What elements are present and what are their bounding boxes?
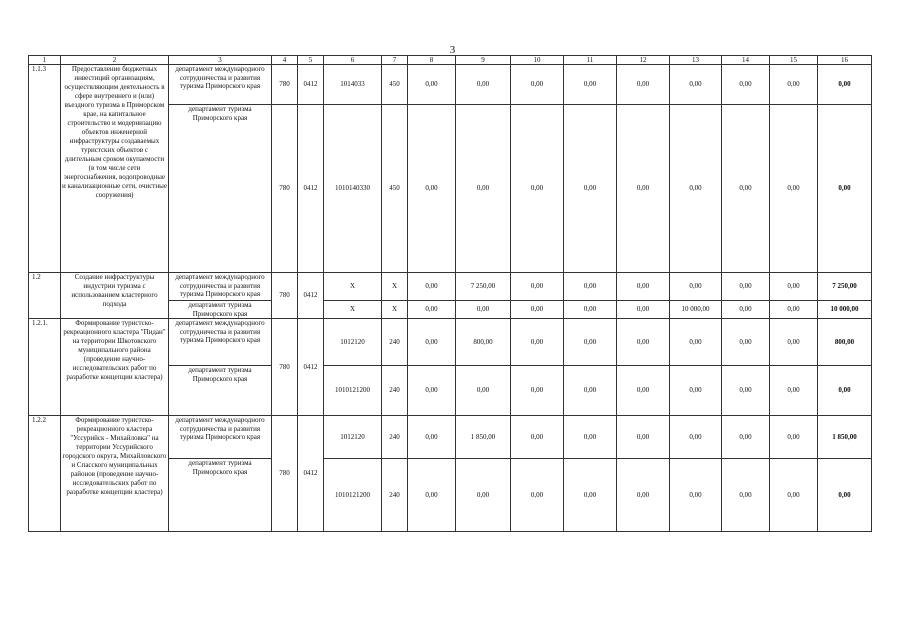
amount-cell: 10 000,00 [818, 301, 872, 319]
amount-cell: 0,00 [770, 273, 818, 301]
amount-cell: 0,00 [770, 65, 818, 105]
column-header: 14 [722, 56, 770, 65]
table-row [29, 273, 872, 301]
expense-type: 240 [382, 416, 408, 459]
amount-cell: 0,00 [722, 273, 770, 301]
column-header: 4 [272, 56, 298, 65]
section-code: 0412 [298, 105, 324, 273]
column-header: 16 [818, 56, 872, 65]
responsible-executor: департамент международного сотрудничества и развития туризма Приморского края [169, 273, 272, 301]
amount-cell: 0,00 [408, 366, 456, 416]
column-header: 7 [382, 56, 408, 65]
budget-table [28, 55, 872, 532]
amount-cell: 0,00 [408, 65, 456, 105]
amount-cell: 0,00 [670, 273, 722, 301]
amount-cell: 0,00 [456, 301, 511, 319]
amount-cell: 0,00 [564, 416, 617, 459]
table-row [29, 65, 872, 105]
column-header: 11 [564, 56, 617, 65]
target-article: 1012120 [324, 319, 382, 366]
amount-cell: 0,00 [617, 301, 670, 319]
amount-cell: 0,00 [770, 366, 818, 416]
amount-cell: 0,00 [408, 416, 456, 459]
amount-cell: 0,00 [722, 105, 770, 273]
expense-type: 450 [382, 105, 408, 273]
row-name: Предоставление бюджетных инвестиций организациям, осуществляющим деятельность в сфере внутреннего и (или) въездного туризма в Приморском крае, на капитальное строительство и модернизацию объектов инженерной инфраструктуры создаваемых туристских объектов с длительным сроком окупаемости (в том числе сети энергоснабжения, водопроводные и канализационные сети, очистные сооружения) [61, 65, 169, 273]
amount-cell: 0,00 [818, 105, 872, 273]
responsible-executor: департамент туризма Приморского края [169, 105, 272, 273]
ministry-code: 780 [272, 273, 298, 319]
responsible-executor: департамент туризма Приморского края [169, 366, 272, 416]
amount-cell: 0,00 [617, 319, 670, 366]
amount-cell: 0,00 [511, 366, 564, 416]
amount-cell: 0,00 [722, 366, 770, 416]
column-header: 9 [456, 56, 511, 65]
amount-cell: 0,00 [770, 301, 818, 319]
responsible-executor: департамент международного сотрудничества и развития туризма Приморского края [169, 65, 272, 105]
amount-cell: 0,00 [670, 319, 722, 366]
amount-cell: 10 000,00 [670, 301, 722, 319]
responsible-executor: департамент международного сотрудничества и развития туризма Приморского края [169, 416, 272, 459]
row-number: 1.2 [29, 273, 61, 319]
amount-cell: 0,00 [722, 319, 770, 366]
ministry-code: 780 [272, 105, 298, 273]
ministry-code: 780 [272, 65, 298, 105]
amount-cell: 0,00 [408, 459, 456, 532]
amount-cell: 0,00 [617, 416, 670, 459]
responsible-executor: департамент туризма Приморского края [169, 301, 272, 319]
amount-cell: 0,00 [770, 459, 818, 532]
amount-cell: 7 250,00 [456, 273, 511, 301]
amount-cell: 0,00 [456, 105, 511, 273]
column-header: 6 [324, 56, 382, 65]
column-header: 1 [29, 56, 61, 65]
amount-cell: 0,00 [564, 319, 617, 366]
expense-type: 240 [382, 366, 408, 416]
responsible-executor: департамент туризма Приморского края [169, 459, 272, 532]
column-header: 3 [169, 56, 272, 65]
expense-type: 450 [382, 65, 408, 105]
amount-cell: 0,00 [456, 65, 511, 105]
column-header: 12 [617, 56, 670, 65]
amount-cell: 0,00 [818, 366, 872, 416]
ministry-code: 780 [272, 319, 298, 416]
amount-cell: 0,00 [564, 273, 617, 301]
amount-cell: 0,00 [408, 319, 456, 366]
amount-cell: 0,00 [818, 65, 872, 105]
table-row [29, 319, 872, 366]
amount-cell: 0,00 [408, 105, 456, 273]
amount-cell: 0,00 [770, 416, 818, 459]
amount-cell: 800,00 [456, 319, 511, 366]
amount-cell: 0,00 [617, 459, 670, 532]
target-article: 1010121200 [324, 459, 382, 532]
column-header: 8 [408, 56, 456, 65]
amount-cell: 7 250,00 [818, 273, 872, 301]
target-article: X [324, 273, 382, 301]
amount-cell: 1 850,00 [818, 416, 872, 459]
amount-cell: 0,00 [564, 459, 617, 532]
amount-cell: 0,00 [770, 105, 818, 273]
amount-cell: 0,00 [670, 65, 722, 105]
amount-cell: 0,00 [722, 459, 770, 532]
amount-cell: 0,00 [722, 416, 770, 459]
amount-cell: 0,00 [511, 459, 564, 532]
expense-type: X [382, 301, 408, 319]
amount-cell: 0,00 [670, 459, 722, 532]
column-header: 13 [670, 56, 722, 65]
amount-cell: 0,00 [456, 459, 511, 532]
amount-cell: 0,00 [564, 301, 617, 319]
table-row [29, 416, 872, 459]
expense-type: X [382, 273, 408, 301]
row-name: Формирование туристско-рекреационного кластера "Пидан" на территории Шкотовского муниципального района (проведение научно-исследовательских работ по разработке концепции кластера) [61, 319, 169, 416]
column-header: 2 [61, 56, 169, 65]
section-code: 0412 [298, 319, 324, 416]
amount-cell: 0,00 [670, 366, 722, 416]
target-article: 1010140330 [324, 105, 382, 273]
amount-cell: 0,00 [564, 366, 617, 416]
amount-cell: 0,00 [456, 366, 511, 416]
target-article: X [324, 301, 382, 319]
section-code: 0412 [298, 416, 324, 532]
amount-cell: 0,00 [564, 105, 617, 273]
target-article: 1012120 [324, 416, 382, 459]
column-header: 5 [298, 56, 324, 65]
amount-cell: 0,00 [770, 319, 818, 366]
row-name: Формирование туристско-рекреационного кластера "Уссурийск - Михайловка" на территории Уссурийского городского округа, Михайловского и Спасского муниципальных районов (проведение научно-исследовательских работ по разработке концепции кластера) [61, 416, 169, 532]
target-article: 1010121200 [324, 366, 382, 416]
header-row [29, 56, 872, 65]
amount-cell: 0,00 [722, 301, 770, 319]
amount-cell: 0,00 [670, 105, 722, 273]
section-code: 0412 [298, 273, 324, 319]
amount-cell: 0,00 [722, 65, 770, 105]
row-number: 1.2.1. [29, 319, 61, 416]
amount-cell: 0,00 [408, 301, 456, 319]
page-number: 3 [449, 44, 456, 56]
amount-cell: 0,00 [670, 416, 722, 459]
amount-cell: 0,00 [511, 319, 564, 366]
amount-cell: 0,00 [511, 105, 564, 273]
expense-type: 240 [382, 459, 408, 532]
column-header: 15 [770, 56, 818, 65]
target-article: 1014033 [324, 65, 382, 105]
amount-cell: 0,00 [511, 301, 564, 319]
section-code: 0412 [298, 65, 324, 105]
amount-cell: 1 850,00 [456, 416, 511, 459]
amount-cell: 0,00 [511, 65, 564, 105]
ministry-code: 780 [272, 416, 298, 532]
amount-cell: 0,00 [511, 273, 564, 301]
row-number: 1.2.2 [29, 416, 61, 532]
amount-cell: 0,00 [617, 105, 670, 273]
row-name: Создание инфраструктуры индустрии туризма с использованием кластерного подхода [61, 273, 169, 319]
amount-cell: 0,00 [617, 65, 670, 105]
expense-type: 240 [382, 319, 408, 366]
amount-cell: 800,00 [818, 319, 872, 366]
amount-cell: 0,00 [564, 65, 617, 105]
row-number: 1.1.3 [29, 65, 61, 273]
amount-cell: 0,00 [408, 273, 456, 301]
responsible-executor: департамент международного сотрудничества и развития туризма Приморского края [169, 319, 272, 366]
amount-cell: 0,00 [818, 459, 872, 532]
amount-cell: 0,00 [511, 416, 564, 459]
column-header: 10 [511, 56, 564, 65]
amount-cell: 0,00 [617, 366, 670, 416]
amount-cell: 0,00 [617, 273, 670, 301]
